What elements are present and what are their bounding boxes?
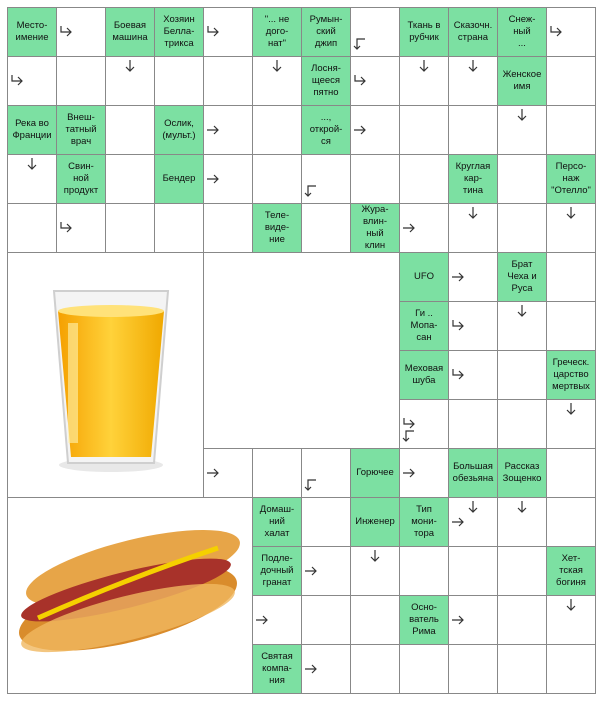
answer-cell[interactable] xyxy=(399,644,449,694)
clue-cell: Ги .. Мопа- сан xyxy=(399,301,449,351)
empty-region xyxy=(203,252,400,449)
answer-cell[interactable] xyxy=(252,595,302,645)
answer-cell[interactable] xyxy=(497,350,547,400)
answer-cell[interactable] xyxy=(203,448,253,498)
answer-cell[interactable] xyxy=(448,546,498,596)
answer-cell[interactable] xyxy=(154,203,204,253)
answer-cell[interactable] xyxy=(497,301,547,351)
answer-cell[interactable] xyxy=(546,497,596,547)
clue-cell: Внеш- татный врач xyxy=(56,105,106,155)
clue-cell: Лосня- щееся пятно xyxy=(301,56,351,106)
answer-cell[interactable] xyxy=(105,203,155,253)
answer-cell[interactable] xyxy=(301,497,351,547)
answer-cell[interactable] xyxy=(399,546,449,596)
answer-cell[interactable] xyxy=(546,7,596,57)
answer-cell[interactable] xyxy=(448,350,498,400)
answer-cell[interactable] xyxy=(448,644,498,694)
clue-cell: Греческ. царство мертвых xyxy=(546,350,596,400)
clue-cell: Хозяин Белла- трикса xyxy=(154,7,204,57)
clue-cell: Горючее xyxy=(350,448,400,498)
answer-cell[interactable] xyxy=(350,546,400,596)
clue-cell: Бендер xyxy=(154,154,204,204)
answer-cell[interactable] xyxy=(399,399,449,449)
answer-cell[interactable] xyxy=(350,154,400,204)
answer-cell[interactable] xyxy=(203,203,253,253)
answer-cell[interactable] xyxy=(105,105,155,155)
clue-cell: Река во Франции xyxy=(7,105,57,155)
answer-cell[interactable] xyxy=(399,448,449,498)
clue-cell: UFO xyxy=(399,252,449,302)
answer-cell[interactable] xyxy=(7,56,57,106)
answer-cell[interactable] xyxy=(350,105,400,155)
answer-cell[interactable] xyxy=(350,56,400,106)
answer-cell[interactable] xyxy=(203,7,253,57)
clue-cell: Подле- дочный гранат xyxy=(252,546,302,596)
clue-cell: Сказочн. страна xyxy=(448,7,498,57)
answer-cell[interactable] xyxy=(546,56,596,106)
clue-cell: Ослик, (мульт.) xyxy=(154,105,204,155)
answer-cell[interactable] xyxy=(301,595,351,645)
answer-cell[interactable] xyxy=(497,399,547,449)
answer-cell[interactable] xyxy=(301,203,351,253)
answer-cell[interactable] xyxy=(203,105,253,155)
answer-cell[interactable] xyxy=(56,56,106,106)
clue-cell: Брат Чеха и Руса xyxy=(497,252,547,302)
answer-cell[interactable] xyxy=(301,448,351,498)
answer-cell[interactable] xyxy=(497,546,547,596)
answer-cell[interactable] xyxy=(105,154,155,204)
answer-cell[interactable] xyxy=(448,595,498,645)
orange-juice-glass-picture xyxy=(7,252,204,498)
answer-cell[interactable] xyxy=(252,154,302,204)
clue-cell: Румын- ский джип xyxy=(301,7,351,57)
clue-cell: Святая компа- ния xyxy=(252,644,302,694)
answer-cell[interactable] xyxy=(448,56,498,106)
answer-cell[interactable] xyxy=(497,497,547,547)
answer-cell[interactable] xyxy=(301,154,351,204)
answer-cell[interactable] xyxy=(399,154,449,204)
answer-cell[interactable] xyxy=(56,203,106,253)
answer-cell[interactable] xyxy=(350,595,400,645)
crossword-board xyxy=(7,7,595,693)
answer-cell[interactable] xyxy=(497,644,547,694)
answer-cell[interactable] xyxy=(399,203,449,253)
clue-cell: "... не дого- нат" xyxy=(252,7,302,57)
answer-cell[interactable] xyxy=(497,154,547,204)
answer-cell[interactable] xyxy=(7,203,57,253)
answer-cell[interactable] xyxy=(448,301,498,351)
clue-cell: Инженер xyxy=(350,497,400,547)
clue-cell: Персо- наж "Отелло" xyxy=(546,154,596,204)
answer-cell[interactable] xyxy=(546,252,596,302)
answer-cell[interactable] xyxy=(546,448,596,498)
answer-cell[interactable] xyxy=(56,7,106,57)
answer-cell[interactable] xyxy=(203,154,253,204)
clue-cell: Хет- тская богиня xyxy=(546,546,596,596)
clue-cell: Место- имение xyxy=(7,7,57,57)
answer-cell[interactable] xyxy=(497,595,547,645)
answer-cell[interactable] xyxy=(448,497,498,547)
answer-cell[interactable] xyxy=(497,105,547,155)
answer-cell[interactable] xyxy=(252,448,302,498)
answer-cell[interactable] xyxy=(7,154,57,204)
answer-cell[interactable] xyxy=(546,203,596,253)
clue-cell: Боевая машина xyxy=(105,7,155,57)
answer-cell[interactable] xyxy=(399,105,449,155)
clue-cell: Ткань в рубчик xyxy=(399,7,449,57)
answer-cell[interactable] xyxy=(497,203,547,253)
clue-cell: Снеж- ный ... xyxy=(497,7,547,57)
answer-cell[interactable] xyxy=(546,644,596,694)
answer-cell[interactable] xyxy=(203,56,253,106)
answer-cell[interactable] xyxy=(154,56,204,106)
clue-cell: Осно- ватель Рима xyxy=(399,595,449,645)
answer-cell[interactable] xyxy=(252,56,302,106)
answer-cell[interactable] xyxy=(252,105,302,155)
answer-cell[interactable] xyxy=(448,399,498,449)
answer-cell[interactable] xyxy=(399,56,449,106)
clue-cell: Свин- ной продукт xyxy=(56,154,106,204)
answer-cell[interactable] xyxy=(301,644,351,694)
clue-cell: Большая обезьяна xyxy=(448,448,498,498)
answer-cell[interactable] xyxy=(546,399,596,449)
answer-cell[interactable] xyxy=(546,301,596,351)
clue-cell: Тип мони- тора xyxy=(399,497,449,547)
answer-cell[interactable] xyxy=(448,105,498,155)
clue-cell: Женское имя xyxy=(497,56,547,106)
clue-cell: Домаш- ний халат xyxy=(252,497,302,547)
clue-cell: Теле- виде- ние xyxy=(252,203,302,253)
answer-cell[interactable] xyxy=(448,203,498,253)
answer-cell[interactable] xyxy=(350,644,400,694)
answer-cell[interactable] xyxy=(546,595,596,645)
hot-dog-picture xyxy=(7,497,253,694)
answer-cell[interactable] xyxy=(301,546,351,596)
answer-cell[interactable] xyxy=(546,105,596,155)
answer-cell[interactable] xyxy=(105,56,155,106)
clue-cell: Круглая кар- тина xyxy=(448,154,498,204)
clue-cell: Рассказ Зощенко xyxy=(497,448,547,498)
clue-cell: Меховая шуба xyxy=(399,350,449,400)
answer-cell[interactable] xyxy=(350,7,400,57)
clue-cell: ..., открой- ся xyxy=(301,105,351,155)
answer-cell[interactable] xyxy=(448,252,498,302)
clue-cell: Жура- влин- ный клин xyxy=(350,203,400,253)
